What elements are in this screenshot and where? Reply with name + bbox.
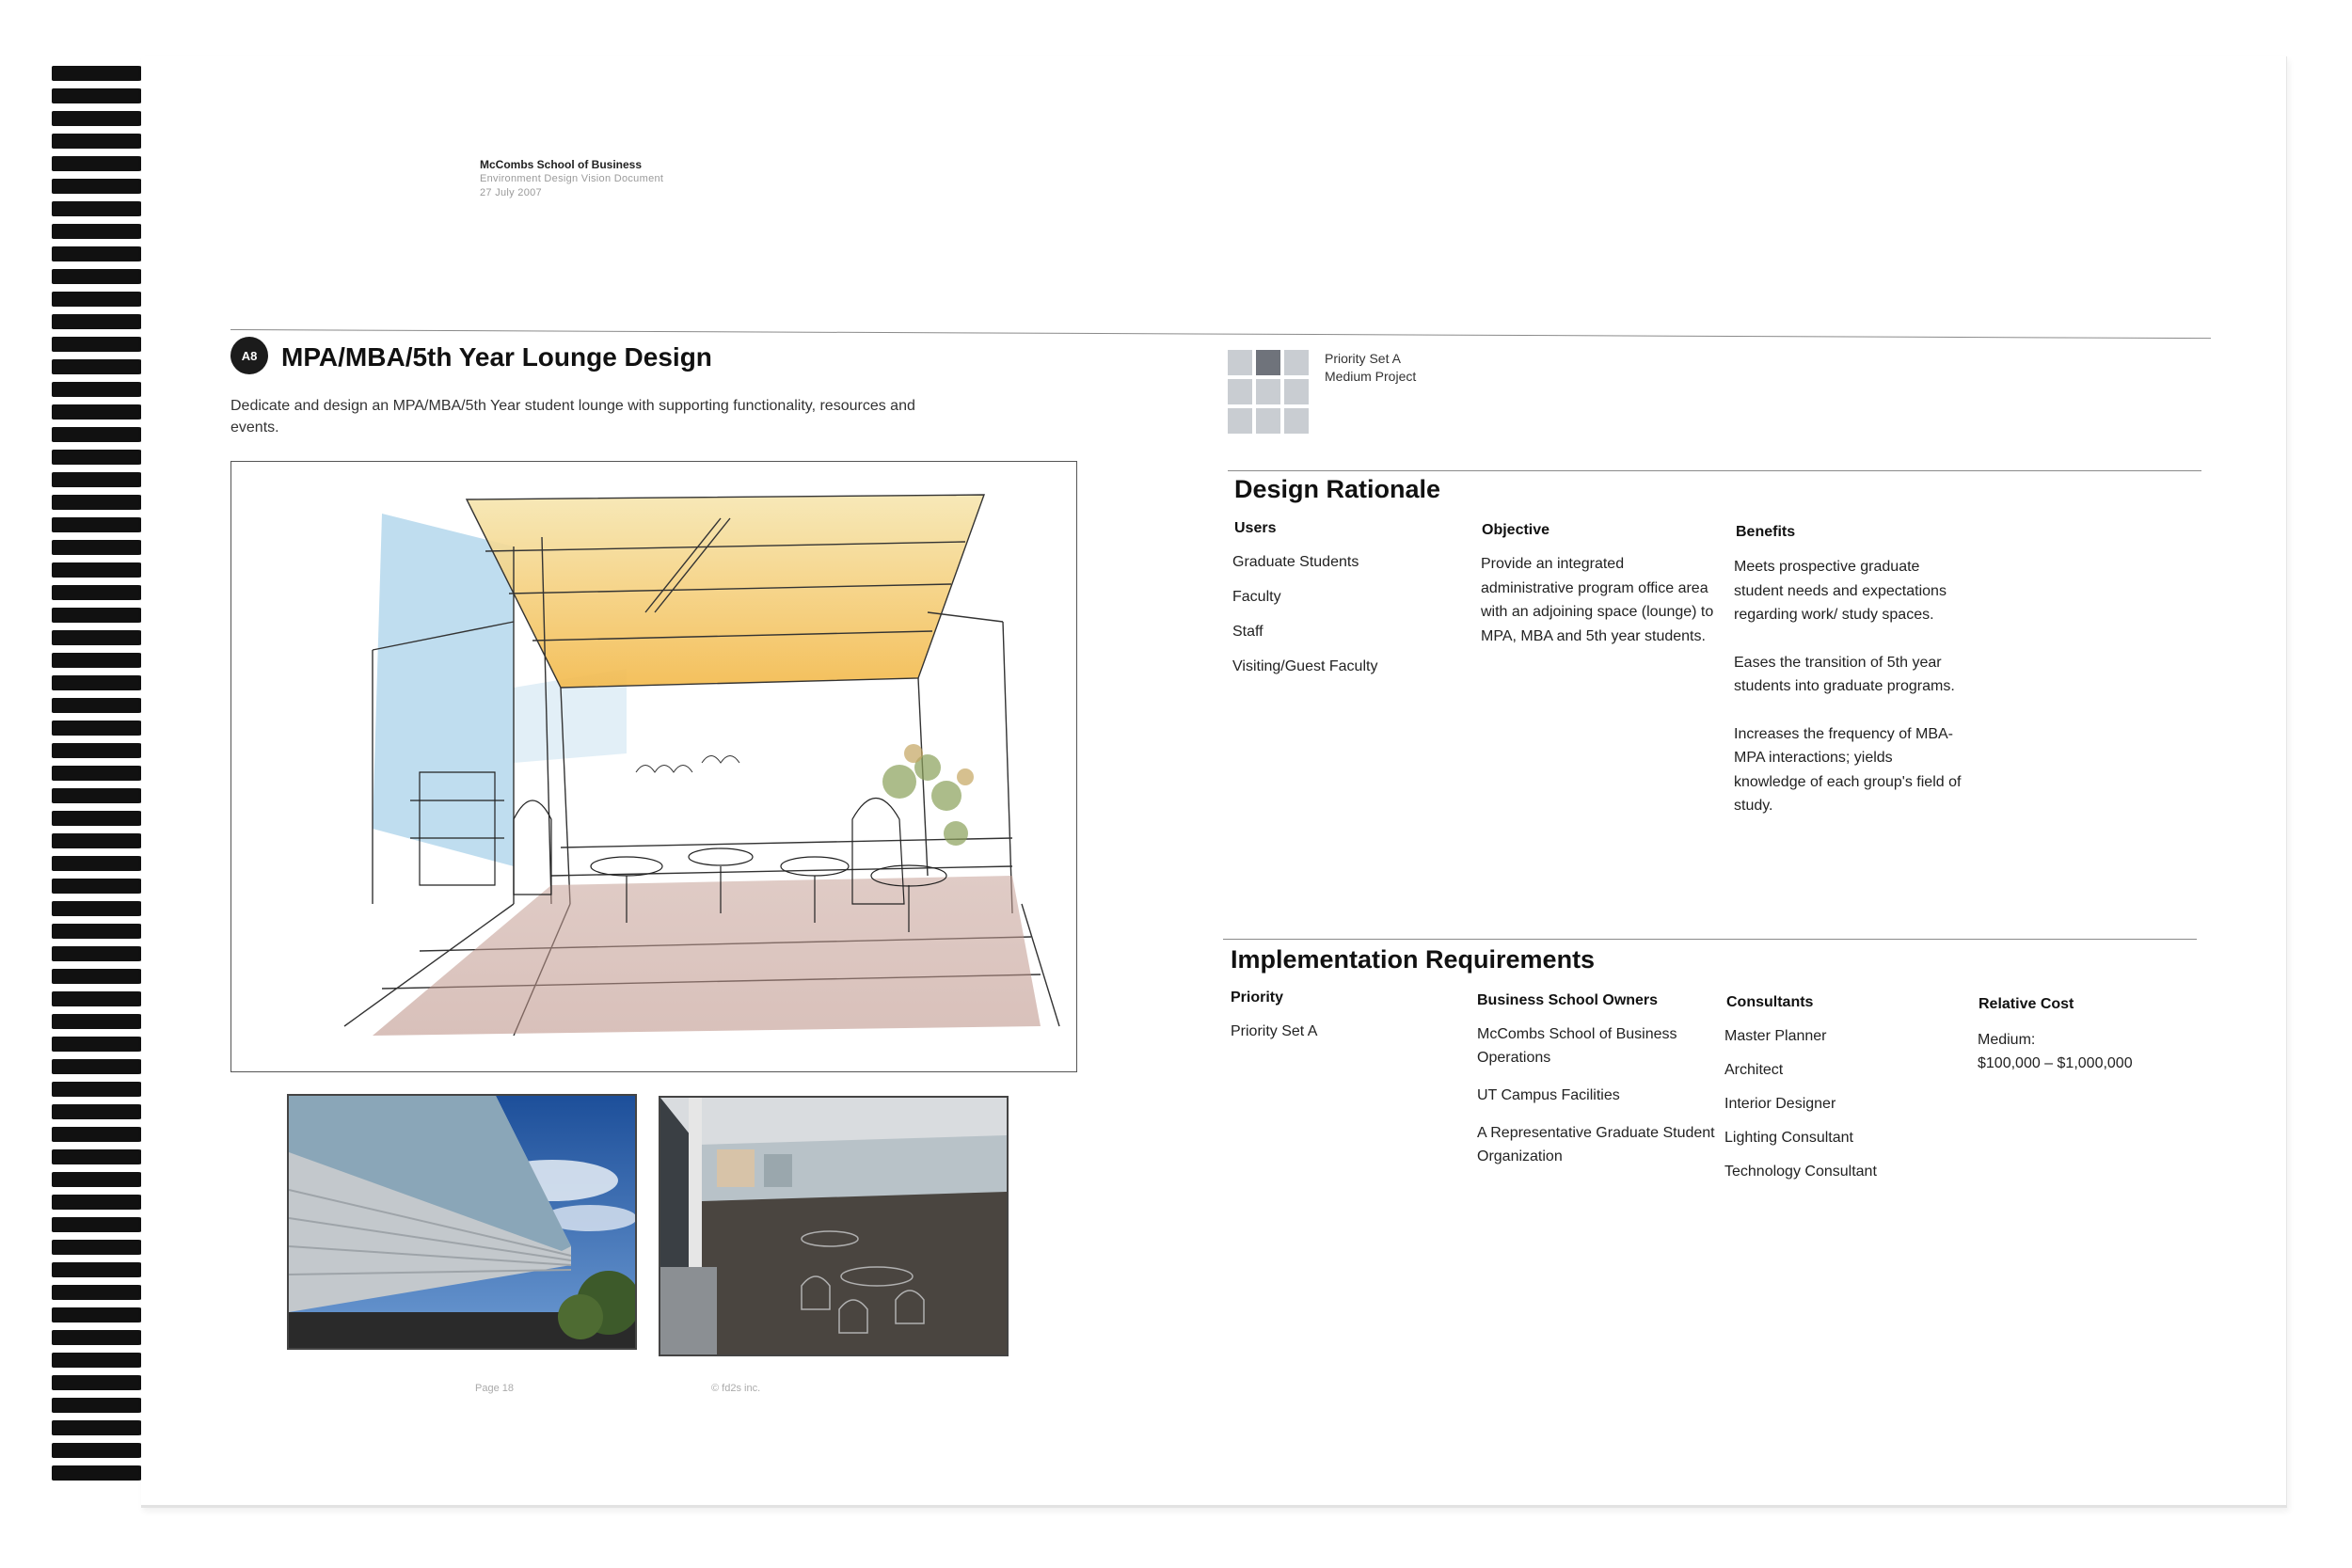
binding-ring <box>52 1353 146 1368</box>
binding-ring <box>52 201 146 216</box>
binding-ring <box>52 382 146 397</box>
document-date: 27 July 2007 <box>480 187 542 198</box>
binding-ring <box>52 946 146 961</box>
binding-ring <box>52 1059 146 1074</box>
binding-ring <box>52 1240 146 1255</box>
binding-ring <box>52 450 146 465</box>
owners-list <box>1477 1022 1717 1182</box>
terrace-photo <box>659 1096 1009 1356</box>
priority-set: Priority Set A <box>1325 351 1401 366</box>
benefits-heading: Benefits <box>1736 524 1796 540</box>
binding-ring <box>52 111 146 126</box>
binding-ring <box>52 134 146 149</box>
implementation-title: Implementation Requirements <box>1231 945 1596 974</box>
binding-ring <box>52 179 146 194</box>
binding-ring <box>52 1127 146 1142</box>
list-item: Architect <box>1724 1062 1784 1078</box>
binding-ring <box>52 562 146 578</box>
binding-ring <box>52 246 146 261</box>
binding-ring <box>52 1262 146 1277</box>
binding-ring <box>52 879 146 894</box>
binding-ring <box>52 743 146 758</box>
objective-heading: Objective <box>1482 522 1550 538</box>
building-exterior-photo <box>287 1094 637 1350</box>
binding-ring <box>52 1307 146 1323</box>
binding-ring <box>52 1375 146 1390</box>
cost-heading: Relative Cost <box>1979 996 2074 1012</box>
binding-ring <box>52 833 146 848</box>
binding-ring <box>52 540 146 555</box>
list-item: Technology Consultant <box>1724 1164 1877 1180</box>
binding-ring <box>52 675 146 690</box>
design-rationale-title: Design Rationale <box>1234 475 1441 503</box>
priority-grid-icon <box>1228 350 1309 435</box>
list-item: UT Campus Facilities <box>1477 1087 1620 1103</box>
binding-ring <box>52 88 146 103</box>
binding-ring <box>52 292 146 307</box>
users-heading: Users <box>1234 520 1277 536</box>
binding-ring <box>52 1104 146 1119</box>
list-item: Staff <box>1232 624 1263 640</box>
objective-text: Provide an integrated administrative program office area with an adjoining space (lounge) to MPA, MBA and 5th year students. <box>1481 556 1714 644</box>
binding-ring <box>52 1195 146 1210</box>
binding-ring <box>52 427 146 442</box>
binding-ring <box>52 901 146 916</box>
binding-ring <box>52 404 146 420</box>
list-item: Lighting Consultant <box>1724 1130 1853 1146</box>
benefit-item: Increases the frequency of MBA-MPA interactions; yields knowledge of each group's field of study. <box>1734 725 1962 814</box>
consultants-list <box>1724 1026 1950 1196</box>
binding-ring <box>52 1420 146 1435</box>
list-item: Faculty <box>1232 589 1281 605</box>
relative-cost <box>1978 1028 2133 1075</box>
binding-ring <box>52 811 146 826</box>
binding-ring <box>52 653 146 668</box>
priority-heading: Priority <box>1231 990 1284 1006</box>
project-description: Dedicate and design an MPA/MBA/5th Year student lounge with supporting functionality, resources and events. <box>230 398 915 436</box>
binding-ring <box>52 359 146 374</box>
binding-ring <box>52 924 146 939</box>
list-item: A Representative Graduate Student Organization <box>1477 1125 1715 1164</box>
binding-ring <box>52 698 146 713</box>
list-item: Interior Designer <box>1724 1096 1836 1112</box>
binding-ring <box>52 517 146 532</box>
priority-label <box>1325 350 1416 386</box>
lounge-sketch-illustration <box>230 461 1077 1072</box>
copyright-text: © fd2s inc. <box>711 1383 761 1394</box>
binding-ring <box>52 269 146 284</box>
list-item: McCombs School of Business Operations <box>1477 1026 1677 1066</box>
binding-ring <box>52 156 146 171</box>
binding-ring <box>52 1443 146 1458</box>
document-header <box>480 157 663 200</box>
binding-ring <box>52 1285 146 1300</box>
binding-ring <box>52 495 146 510</box>
binding-ring <box>52 630 146 645</box>
implementation-divider <box>1223 939 2197 940</box>
binding-ring <box>52 608 146 623</box>
binding-ring <box>52 1330 146 1345</box>
school-name: McCombs School of Business <box>480 158 643 171</box>
binding-ring <box>52 788 146 803</box>
project-size: Medium Project <box>1325 369 1417 384</box>
rationale-divider <box>1228 470 2201 471</box>
benefit-item: Eases the transition of 5th year students into graduate programs. <box>1734 654 1955 694</box>
benefits-list <box>1734 555 1964 842</box>
binding-ring <box>52 1037 146 1052</box>
binding-ring <box>52 66 146 81</box>
binding-ring <box>52 766 146 781</box>
cost-range: $100,000 – $1,000,000 <box>1978 1055 2133 1071</box>
binding-ring <box>52 337 146 352</box>
users-list <box>1232 552 1458 691</box>
page-number: Page 18 <box>475 1383 514 1394</box>
binding-ring <box>52 991 146 1006</box>
binding-ring <box>52 1082 146 1097</box>
list-item: Master Planner <box>1724 1028 1827 1044</box>
priority-value: Priority Set A <box>1231 1023 1318 1039</box>
lounge-sketch-drawing <box>231 462 1075 1070</box>
list-item: Visiting/Guest Faculty <box>1232 658 1378 674</box>
binding-ring <box>52 585 146 600</box>
binding-ring <box>52 969 146 984</box>
binding-ring <box>52 1398 146 1413</box>
spiral-binding <box>52 66 155 1496</box>
cost-level: Medium: <box>1978 1032 2036 1048</box>
binding-ring <box>52 314 146 329</box>
binding-ring <box>52 1014 146 1029</box>
binding-ring <box>52 1149 146 1164</box>
binding-ring <box>52 224 146 239</box>
document-name: Environment Design Vision Document <box>480 173 664 184</box>
binding-ring <box>52 1172 146 1187</box>
binding-ring <box>52 856 146 871</box>
binding-ring <box>52 1217 146 1232</box>
binding-ring <box>52 472 146 487</box>
project-code-badge: A8 <box>230 337 268 374</box>
binding-ring <box>52 1465 146 1481</box>
binding-ring <box>52 721 146 736</box>
list-item: Graduate Students <box>1232 554 1359 570</box>
benefit-item: Meets prospective graduate student needs and expectations regarding work/ study spaces. <box>1734 559 1947 623</box>
page-title: MPA/MBA/5th Year Lounge Design <box>281 342 712 372</box>
owners-heading: Business School Owners <box>1477 992 1659 1008</box>
consultants-heading: Consultants <box>1726 994 1814 1010</box>
